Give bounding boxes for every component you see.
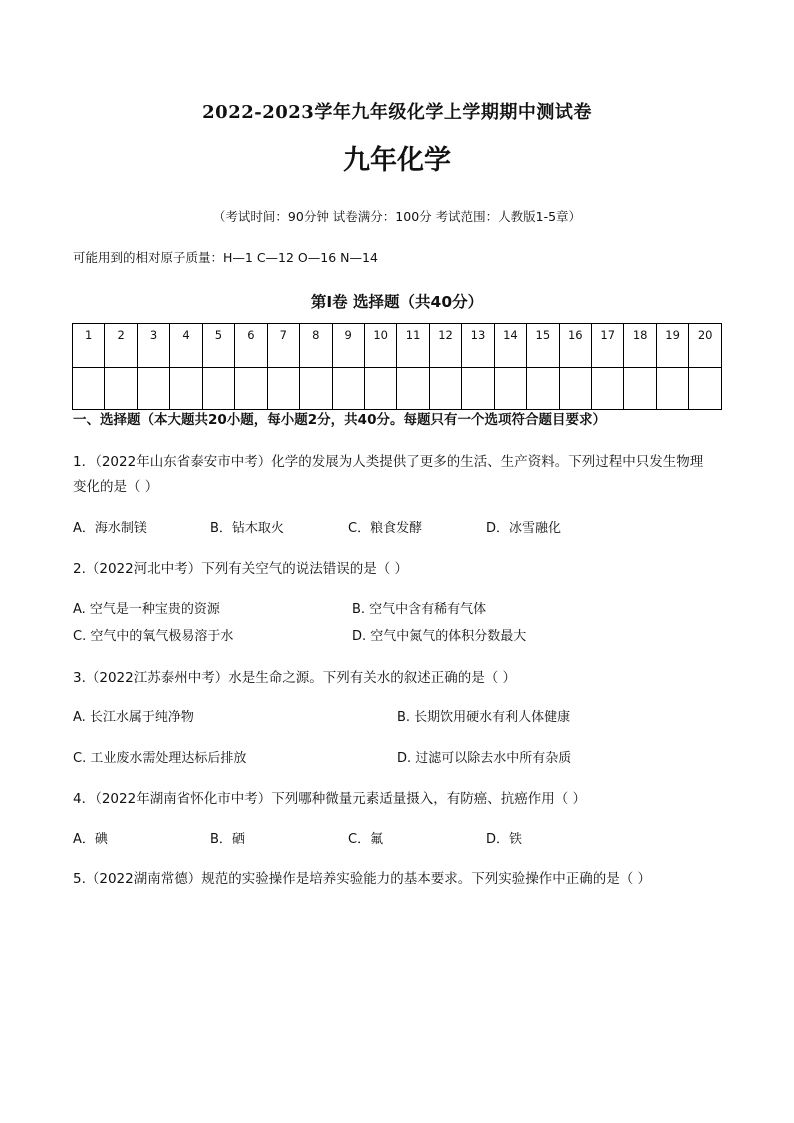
question-1-option-d: D．冰雪融化 xyxy=(486,521,562,536)
answer-cell[interactable] xyxy=(689,368,722,410)
answer-number: 14 xyxy=(494,324,526,368)
answer-cell[interactable] xyxy=(364,368,396,410)
question-3-option-a: A. 长江水属于纯净物 xyxy=(73,710,194,725)
answer-number: 11 xyxy=(397,324,429,368)
answer-cell[interactable] xyxy=(267,368,299,410)
answer-cell[interactable] xyxy=(202,368,234,410)
answer-cell[interactable] xyxy=(462,368,494,410)
section-title: 第Ⅰ卷 选择题（共40分） xyxy=(310,293,484,311)
question-4-stem: 4．（2022年湖南省怀化市中考）下列哪种微量元素适量摄入，有防癌、抗癌作用（ ） xyxy=(73,791,586,807)
answer-cell[interactable] xyxy=(527,368,559,410)
question-2-option-b: B. 空气中含有稀有气体 xyxy=(352,602,487,617)
answer-cell[interactable] xyxy=(332,368,364,410)
question-4-option-a: A．碘 xyxy=(73,832,108,847)
answer-cell[interactable] xyxy=(494,368,526,410)
answer-cell[interactable] xyxy=(397,368,429,410)
answer-number: 6 xyxy=(235,324,267,368)
answer-cell[interactable] xyxy=(429,368,461,410)
answer-number: 17 xyxy=(592,324,624,368)
question-4-option-d: D．铁 xyxy=(486,832,523,847)
answer-number: 19 xyxy=(656,324,688,368)
answer-cell[interactable] xyxy=(137,368,169,410)
answer-number: 3 xyxy=(137,324,169,368)
answer-cell[interactable] xyxy=(105,368,137,410)
subject-title: 九年化学 xyxy=(343,145,451,176)
section-instructions: 一、选择题（本大题共20小题，每小题2分，共40分。每题只有一个选项符合题目要求） xyxy=(73,412,606,428)
question-2-option-c: C. 空气中的氧气极易溶于水 xyxy=(73,629,234,644)
answer-number: 20 xyxy=(689,324,722,368)
exam-info: （考试时间：90分钟 试卷满分：100分 考试范围：人教版1-5章） xyxy=(212,209,582,224)
question-1-option-c: C．粮食发酵 xyxy=(348,521,423,536)
question-5-stem: 5.（2022湖南常德）规范的实验操作是培养实验能力的基本要求。下列实验操作中正确的是（ ） xyxy=(73,871,652,887)
answer-cell[interactable] xyxy=(656,368,688,410)
answer-cell[interactable] xyxy=(170,368,202,410)
question-4-option-b: B．硒 xyxy=(210,832,245,847)
answer-number: 5 xyxy=(202,324,234,368)
answer-number: 8 xyxy=(300,324,332,368)
answer-number: 13 xyxy=(462,324,494,368)
question-1-option-a: A．海水制镁 xyxy=(73,521,147,536)
answer-number: 12 xyxy=(429,324,461,368)
answer-cell[interactable] xyxy=(624,368,656,410)
question-1-stem-line2: 变化的是（ ） xyxy=(73,479,159,495)
answer-cell[interactable] xyxy=(235,368,267,410)
answer-number: 10 xyxy=(364,324,396,368)
answer-number: 9 xyxy=(332,324,364,368)
answer-number: 1 xyxy=(73,324,105,368)
question-2-option-a: A. 空气是一种宝贵的资源 xyxy=(73,602,220,617)
question-1-stem-line1: 1．（2022年山东省泰安市中考）化学的发展为人类提供了更多的生活、生产资料。下列过程中只发生物理 xyxy=(73,454,704,470)
answer-cell[interactable] xyxy=(300,368,332,410)
question-2-stem: 2.（2022河北中考）下列有关空气的说法错误的是（ ） xyxy=(73,561,409,577)
answer-cell[interactable] xyxy=(73,368,105,410)
question-1-option-b: B．钻木取火 xyxy=(210,521,284,536)
answer-number: 7 xyxy=(267,324,299,368)
answer-number: 16 xyxy=(559,324,591,368)
atomic-masses: 可能用到的相对原子质量：H—1 C—12 O—16 N—14 xyxy=(73,250,378,265)
answer-cell[interactable] xyxy=(592,368,624,410)
answer-blank-row xyxy=(73,368,722,410)
answer-number: 15 xyxy=(527,324,559,368)
answer-grid xyxy=(72,323,722,410)
answer-cell[interactable] xyxy=(559,368,591,410)
answer-number: 2 xyxy=(105,324,137,368)
exam-title: 2022-2023学年九年级化学上学期期中测试卷 xyxy=(202,102,592,123)
question-2-option-d: D. 空气中氮气的体积分数最大 xyxy=(352,629,527,644)
question-3-option-d: D. 过滤可以除去水中所有杂质 xyxy=(397,751,572,766)
question-3-option-c: C. 工业废水需处理达标后排放 xyxy=(73,751,247,766)
question-3-stem: 3.（2022江苏泰州中考）水是生命之源。下列有关水的叙述正确的是（ ） xyxy=(73,670,517,686)
question-4-option-c: C．氟 xyxy=(348,832,384,847)
answer-number-row xyxy=(73,324,722,368)
answer-number: 4 xyxy=(170,324,202,368)
question-3-option-b: B. 长期饮用硬水有利人体健康 xyxy=(397,710,571,725)
answer-number: 18 xyxy=(624,324,656,368)
